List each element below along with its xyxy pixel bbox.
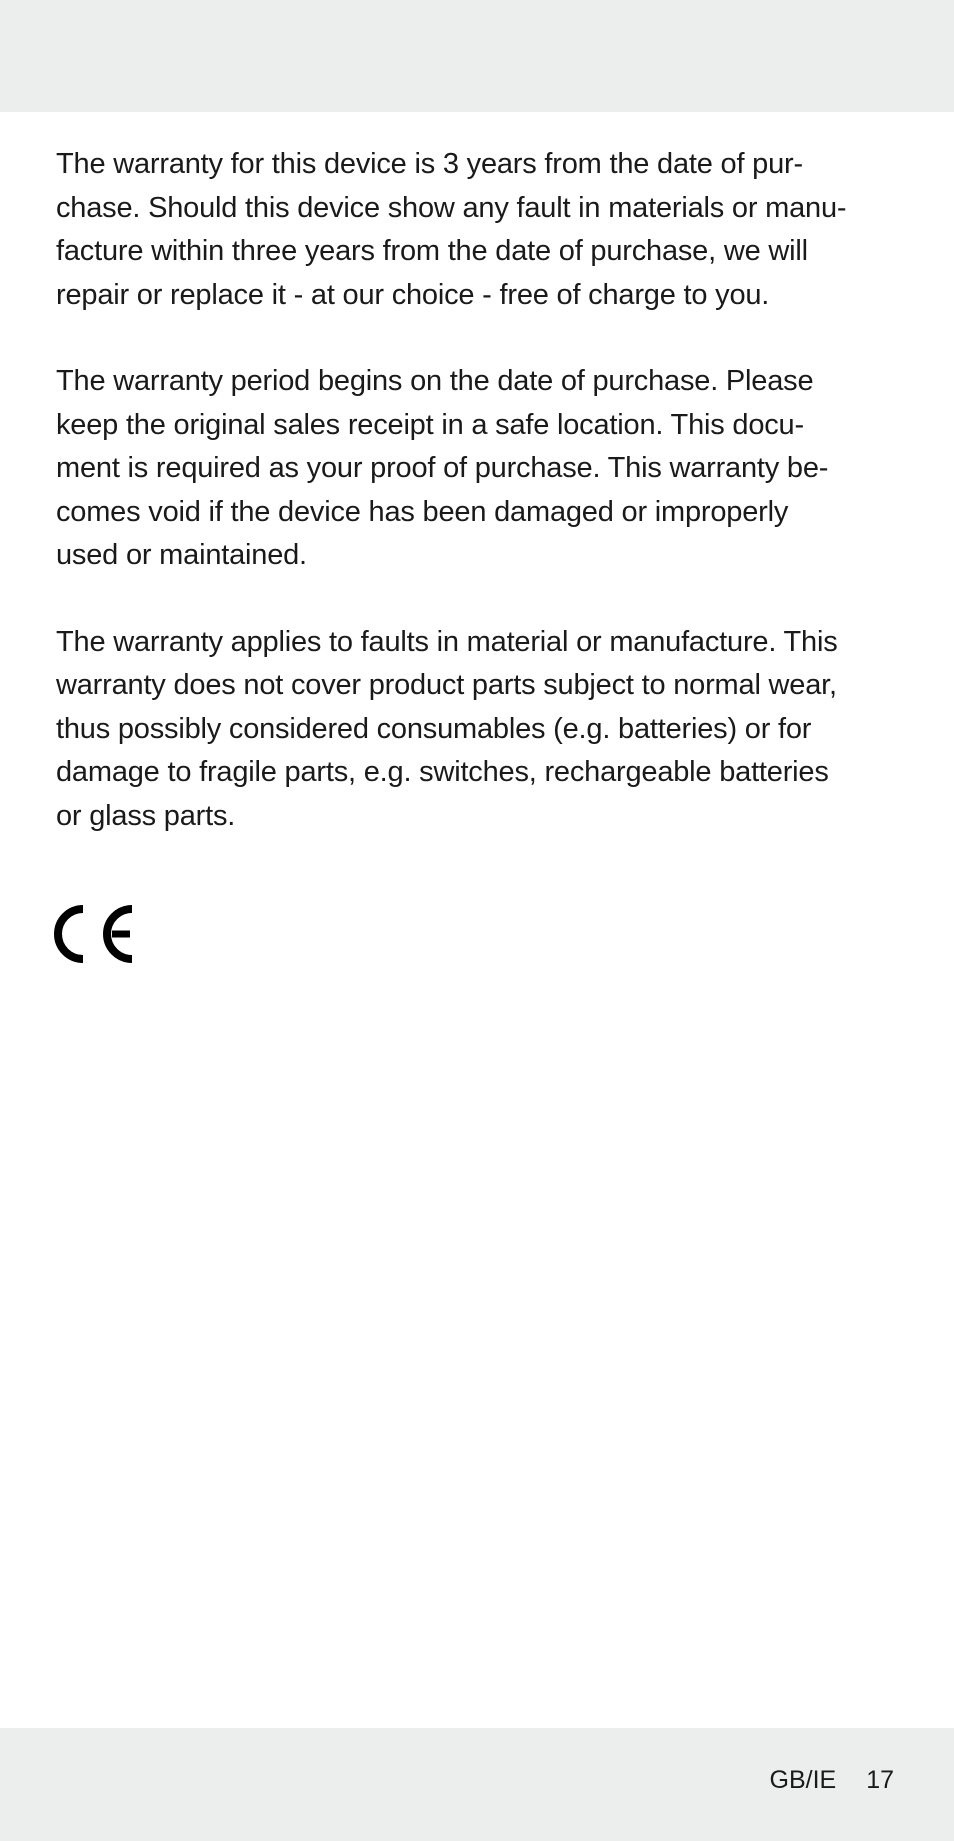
header-band — [0, 0, 954, 112]
warranty-paragraph-1: The warranty for this device is 3 years from the date of pur- chase. Should this device show any fault in materials or manu- facture within three years from the date of purchase, we will repair or replace it - at our choice - free of charge to you. — [56, 148, 847, 311]
warranty-paragraph-3: The warranty applies to faults in material or manufacture. This warranty does not cover product parts subject to normal wear, thus possibly considered consumables (e.g. batteries) or for damage to fragile parts, e.g. switches, rechargeable batteries or glass parts. — [56, 625, 838, 832]
ce-mark-icon — [54, 905, 136, 963]
page-number: 17 — [866, 1766, 894, 1794]
locale-label: GB/IE — [769, 1766, 837, 1794]
warranty-text — [56, 143, 916, 881]
page-footer — [770, 1762, 895, 1798]
warranty-paragraph-2: The warranty period begins on the date of purchase. Please keep the original sales receipt in a safe location. This docu- ment is required as your proof of purchase. This warranty be- comes void if the device has been damaged or improperly used or maintained. — [56, 365, 829, 571]
